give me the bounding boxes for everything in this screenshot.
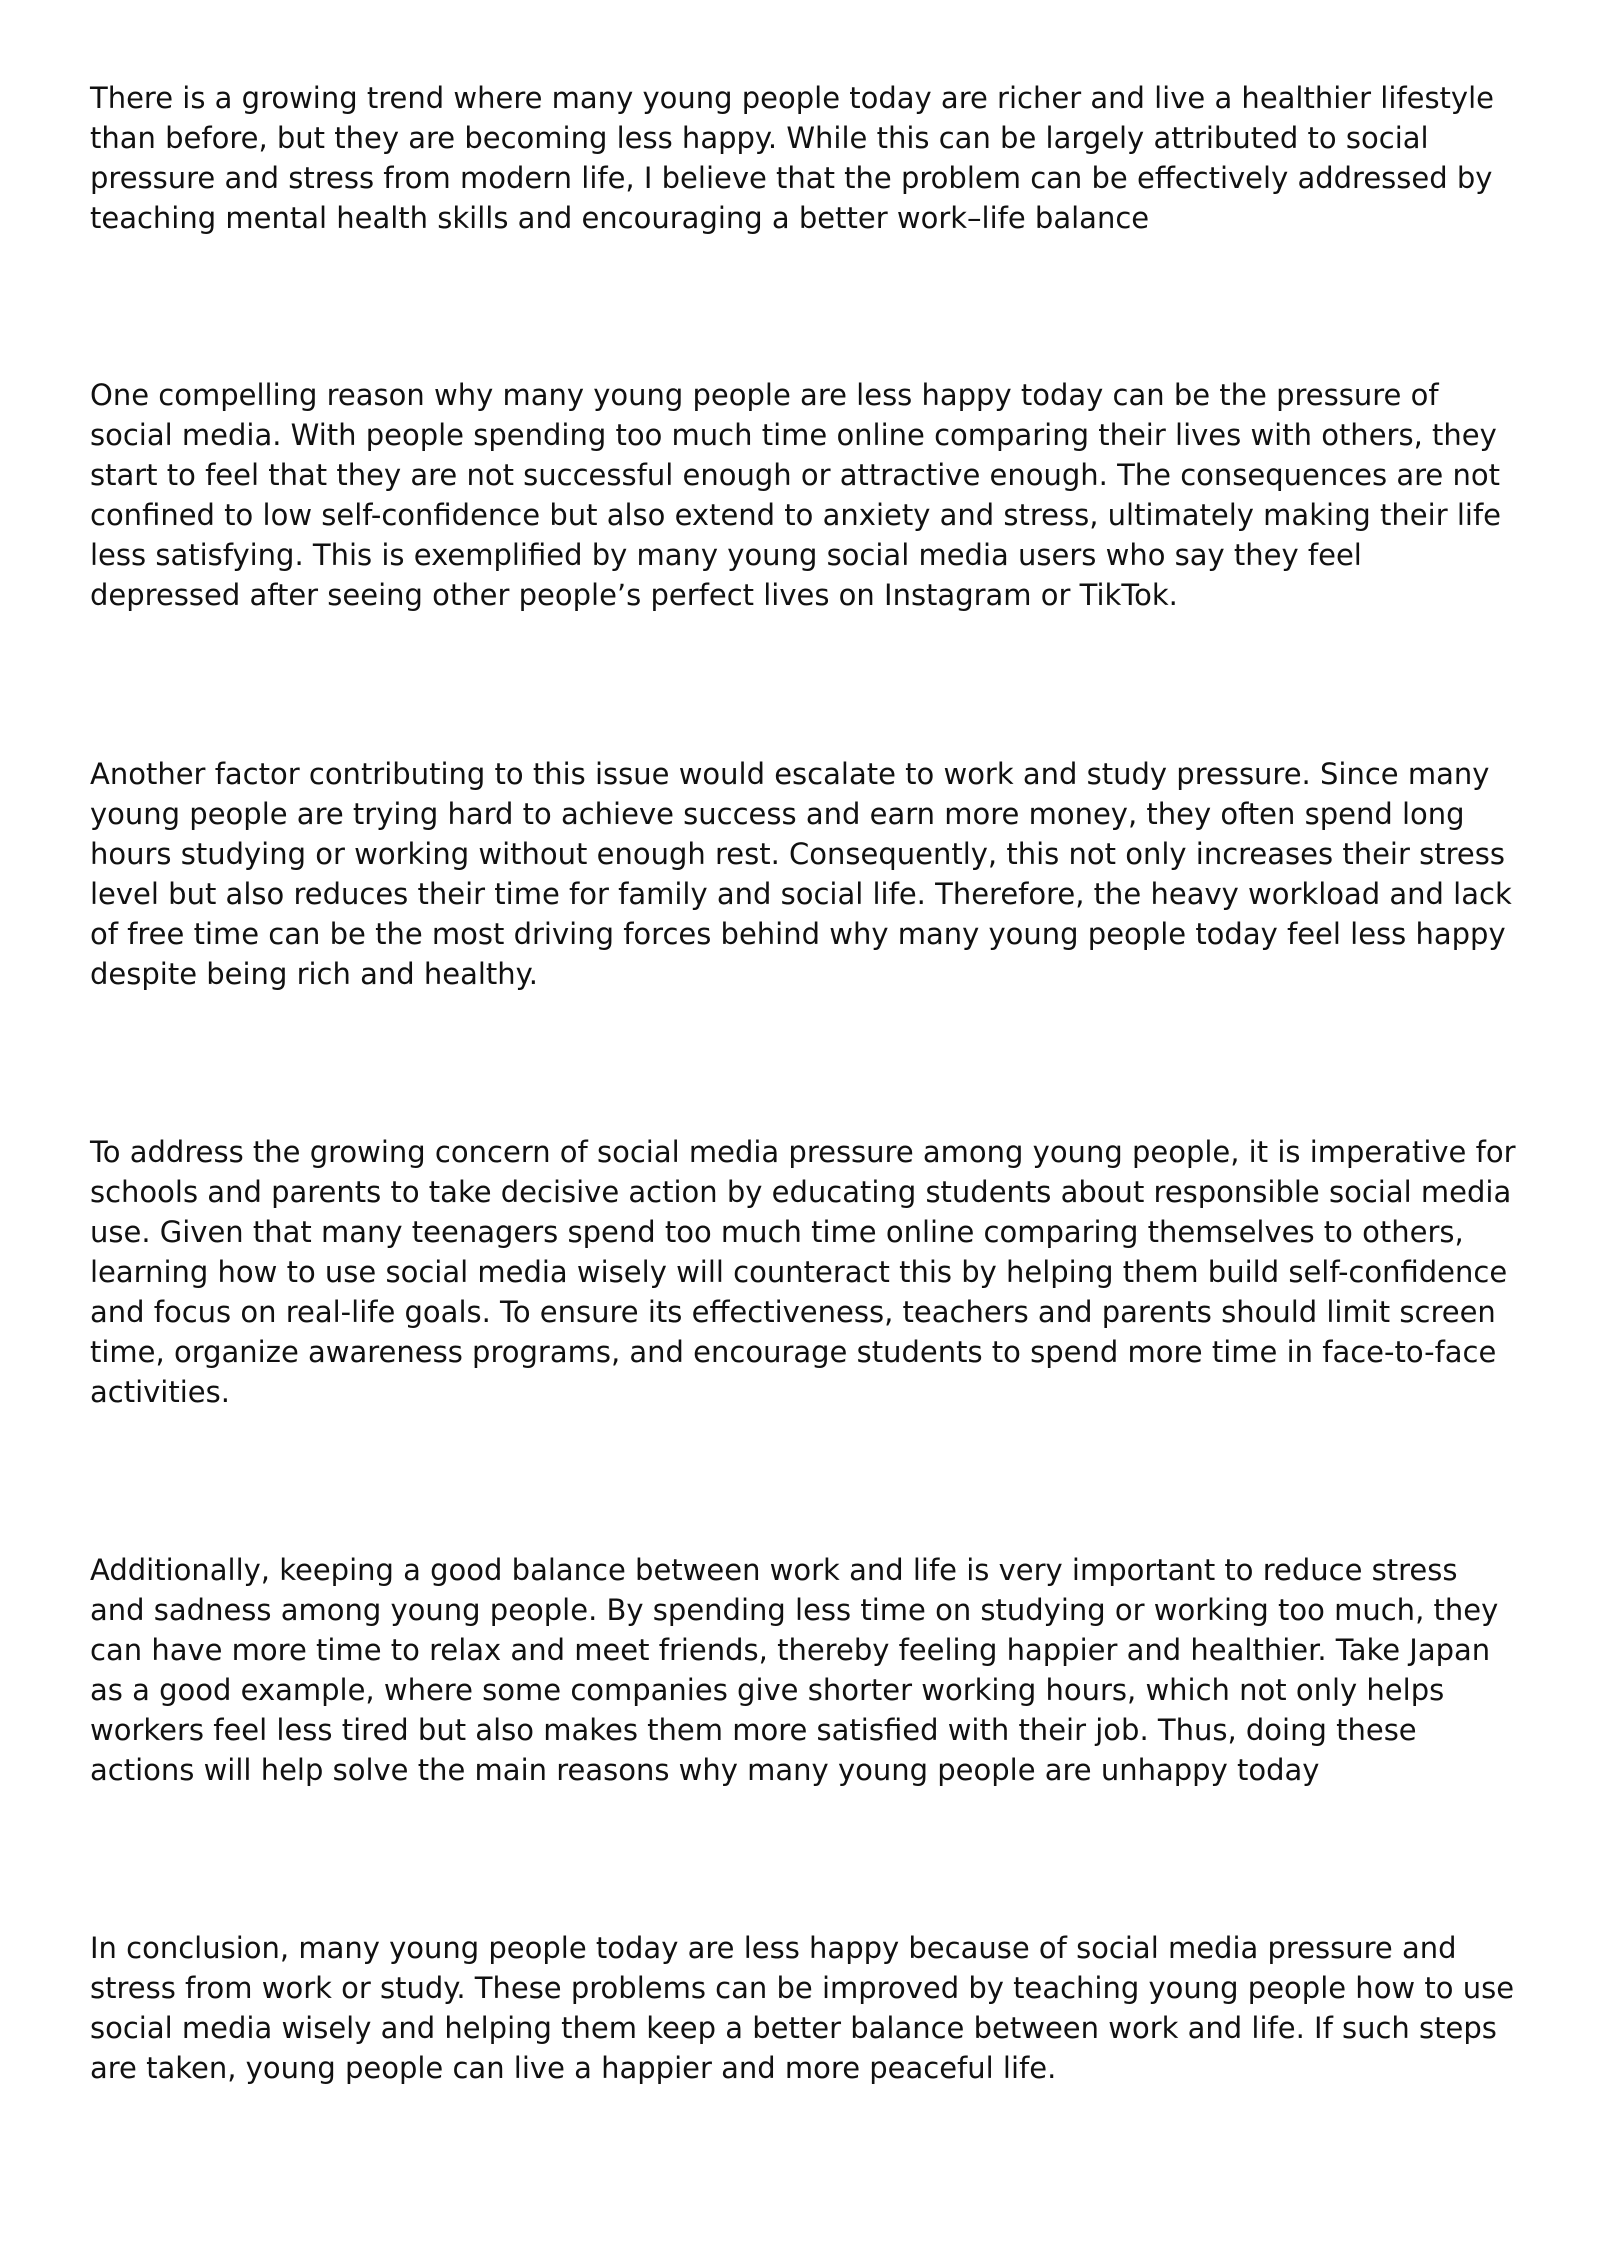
paragraph-conclusion: In conclusion, many young people today are less happy because of social media pressure and stress from work or study. These problems can be improved by teaching young people how to use social media wisely and helping them keep a better balance between work and life. If such steps are taken, young people can live a happier and more peaceful life. xyxy=(90,1931,1515,2085)
paragraph-body-work-study-cause: Another factor contributing to this issue would escalate to work and study pressure. Since many young people are trying hard to achieve success and earn more money, they often spend long hours studying or working without enough rest. Consequently, this not only increases their stress level but also reduces their time for family and social life. Therefore, the heavy workload and lack of free time can be the most driving forces behind why many young people today feel less happy despite being rich and healthy. xyxy=(90,757,1512,991)
paragraph-introduction: There is a growing trend where many young people today are richer and live a healthier lifestyle than before, but they are becoming less happy. While this can be largely attributed to social pressure and stress from modern life, I believe that the problem can be effectively addressed by teaching mental health skills and encouraging a better work–life balance xyxy=(90,81,1494,235)
paragraph-body-work-life-solution: Additionally, keeping a good balance between work and life is very important to reduce stress and sadness among young people. By spending less time on studying or working too much, they can have more time to relax and meet friends, thereby feeling happier and healthier. Take Japan as a good example, where some companies give shorter working hours, which not only helps workers feel less tired but also makes them more satisfied with their job. Thus, doing these actions will help solve the main reasons why many young people are unhappy today xyxy=(90,1553,1499,1787)
paragraph-body-social-media-solution: To address the growing concern of social media pressure among young people, it is imperative for schools and parents to take decisive action by educating students about responsible social media use. Given that many teenagers spend too much time online comparing themselves to others, learning how to use social media wisely will counteract this by helping them build self-confidence and focus on real-life goals. To ensure its effectiveness, teachers and parents should limit screen time, organize awareness programs, and encourage students to spend more time in face-to-face activities. xyxy=(90,1135,1516,1409)
paragraph-body-social-media-cause: One compelling reason why many young people are less happy today can be the pressure of social media. With people spending too much time online comparing their lives with others, they start to feel that they are not successful enough or attractive enough. The consequences are not confined to low self-confidence but also extend to anxiety and stress, ultimately making their life less satisfying. This is exemplified by many young social media users who say they feel depressed after seeing other people’s perfect lives on Instagram or TikTok. xyxy=(90,378,1502,612)
